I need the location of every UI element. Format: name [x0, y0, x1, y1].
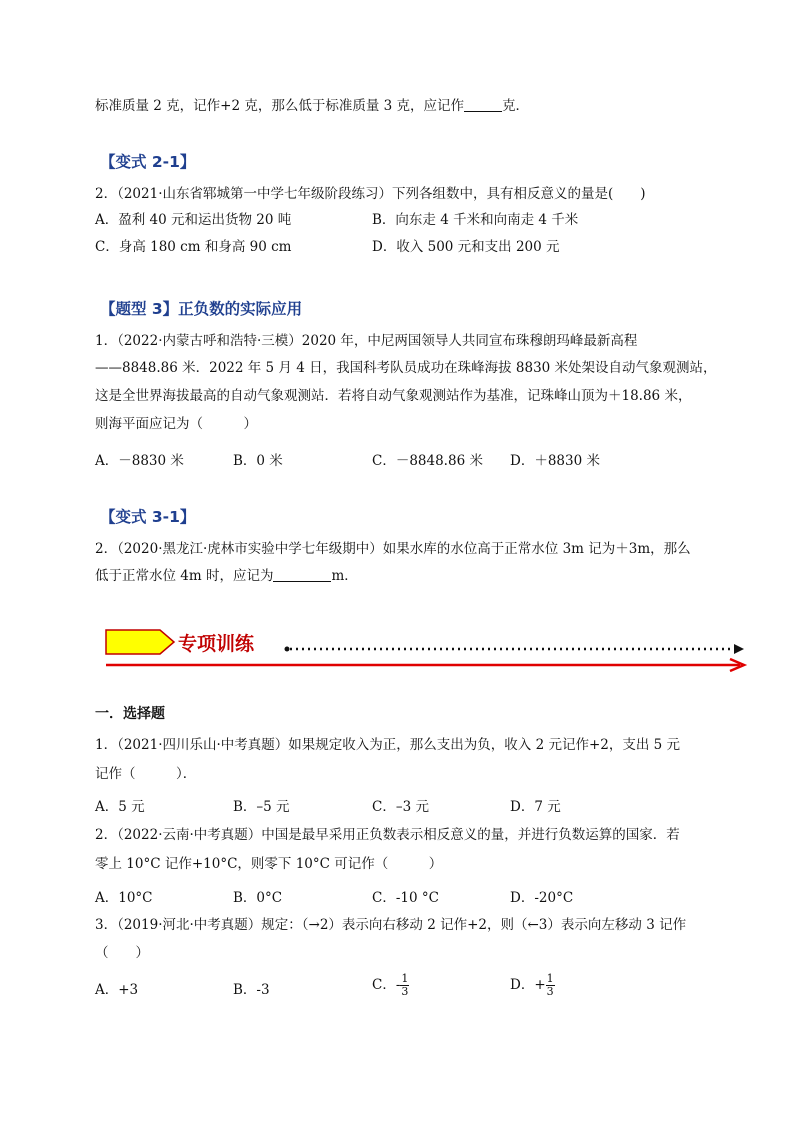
fraction: $\frac{1}{3}$ — [401, 972, 409, 998]
dotted-arrow-head — [734, 644, 744, 654]
option-b: B．-3 — [233, 982, 270, 998]
option-c: C．-10 °C — [372, 890, 439, 906]
option-c: C．–3 元 — [372, 799, 429, 815]
option-c: C．- $\frac{1}{3}$ — [372, 972, 409, 998]
section-banner — [104, 628, 754, 674]
option-c: C．身高 180 cm 和身高 90 cm — [95, 239, 292, 255]
option-d: D．＋8830 米 — [510, 453, 600, 469]
question-text-line: 低于正常水位 4m 时，应记为 m． — [95, 568, 358, 584]
question-text-line: ——8848.86 米．2022 年 5 月 4 日，我国科考队员成功在珠峰海拔 8830 米处架设自动气象观测站， — [95, 360, 717, 376]
question-text-line: 零上 10°C 记作+10°C，则零下 10°C 可记作（ ） — [95, 856, 443, 872]
question-text-line: 2．（2020·黑龙江·虎林市实验中学七年级期中）如果水库的水位高于正常水位 3m 记为＋3m，那么 — [95, 541, 691, 557]
option-d: D．+ $\frac{1}{3}$ — [510, 972, 554, 998]
option-a: A．5 元 — [95, 799, 145, 815]
variant-2-1-heading: 【变式 2-1】 — [100, 153, 196, 171]
option-b: B．0°C — [233, 890, 283, 906]
option-d: D．收入 500 元和支出 200 元 — [372, 239, 560, 255]
dot-marker — [285, 647, 290, 652]
question-text-line: 2．（2022·云南·中考真题）中国是最早采用正负数表示相反意义的量，并进行负数运算的国家．若 — [95, 827, 680, 843]
section-title: 一．选择题 — [95, 706, 165, 722]
option-d: D．7 元 — [510, 799, 561, 815]
question-text-line: 记作（ ）． — [95, 766, 197, 782]
option-a: A．10°C — [95, 890, 153, 906]
question-text-line: 1．（2021·四川乐山·中考真题）如果规定收入为正，那么支出为负，收入 2 元记作+2，支出 5 元 — [95, 737, 681, 753]
option-a: A．盈利 40 元和运出货物 20 吨 — [95, 212, 292, 228]
question-text-line: （ ） — [95, 945, 149, 961]
option-b: B．–5 元 — [233, 799, 290, 815]
option-c: C．－8848.86 米 — [372, 453, 483, 469]
answer-blank — [273, 567, 331, 582]
option-b: B．0 米 — [233, 453, 283, 469]
question-text-line: 则海平面应记为（ ） — [95, 416, 257, 432]
banner-tag-shape — [106, 630, 174, 654]
question-text-line: 2．（2021·山东省郓城第一中学七年级阶段练习）下列各组数中，具有相反意义的量是( ) — [95, 186, 646, 202]
type-3-heading: 【题型 3】正负数的实际应用 — [100, 300, 303, 318]
banner-title: 专项训练 — [178, 633, 255, 655]
option-b: B．向东走 4 千米和向南走 4 千米 — [372, 212, 579, 228]
question-text-line: 1．（2022·内蒙古呼和浩特·三模）2020 年，中尼两国领导人共同宣布珠穆朗玛峰最新高程 — [95, 333, 638, 349]
question-text-line: 标准质量 2 克，记作+2 克，那么低于标准质量 3 克，应记作 克． — [95, 98, 530, 114]
question-text-line: 这是全世界海拔最高的自动气象观测站．若将自动气象观测站作为基准，记珠峰山顶为＋18.86 米， — [95, 388, 692, 404]
option-a: A．－8830 米 — [95, 453, 184, 469]
variant-3-1-heading: 【变式 3-1】 — [100, 508, 196, 526]
question-text-line: 3．（2019·河北·中考真题）规定：（→2）表示向右移动 2 记作+2，则（←3）表示向左移动 3 记作 — [95, 917, 687, 933]
option-a: A．+3 — [95, 982, 139, 998]
fraction: $\frac{1}{3}$ — [546, 972, 554, 998]
answer-blank — [464, 97, 502, 112]
option-d: D．-20°C — [510, 890, 574, 906]
